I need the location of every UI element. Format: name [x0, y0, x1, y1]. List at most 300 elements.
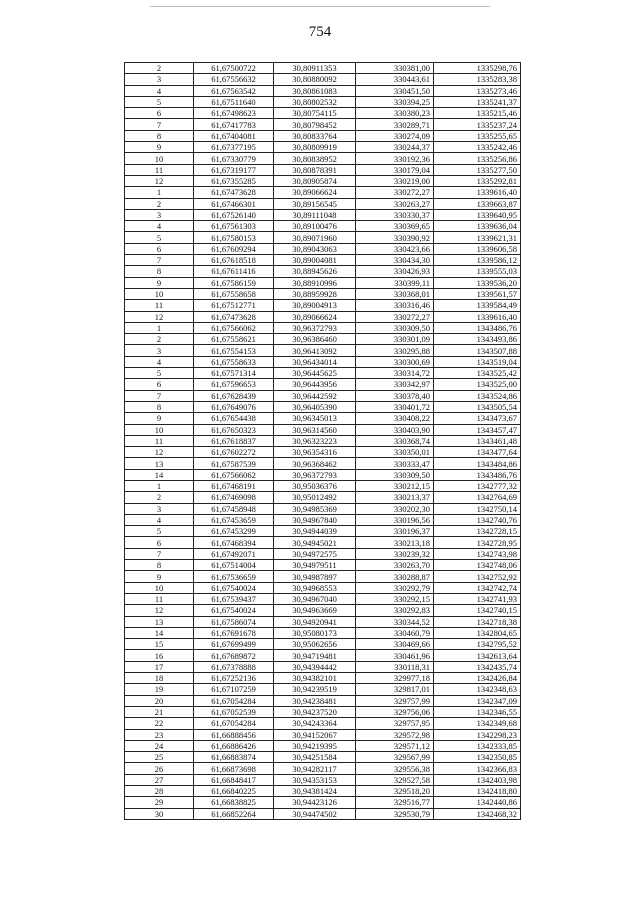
y-coordinate-cell: 1342728,15	[434, 526, 521, 537]
x-coordinate-cell: 330272,27	[356, 187, 434, 198]
latitude-cell: 61,67571314	[194, 368, 274, 379]
latitude-cell: 61,67558633	[194, 356, 274, 367]
y-coordinate-cell: 1342752,92	[434, 571, 521, 582]
x-coordinate-cell: 329567,99	[356, 752, 434, 763]
longitude-cell: 30,94243364	[274, 718, 356, 729]
latitude-cell: 61,67330779	[194, 153, 274, 164]
longitude-cell: 30,96434014	[274, 356, 356, 367]
table-row	[125, 492, 521, 503]
point-number-cell: 7	[125, 390, 194, 401]
x-coordinate-cell: 330350,01	[356, 447, 434, 458]
latitude-cell: 61,67252136	[194, 673, 274, 684]
point-number-cell: 6	[125, 243, 194, 254]
table-row	[125, 571, 521, 582]
point-number-cell: 20	[125, 695, 194, 706]
longitude-cell: 30,96323223	[274, 435, 356, 446]
longitude-cell: 30,89100476	[274, 221, 356, 232]
y-coordinate-cell: 1342742,74	[434, 582, 521, 593]
y-coordinate-cell: 1335292,81	[434, 175, 521, 186]
point-number-cell: 5	[125, 526, 194, 537]
x-coordinate-cell: 330295,88	[356, 345, 434, 356]
y-coordinate-cell: 1342740,76	[434, 514, 521, 525]
point-number-cell: 25	[125, 752, 194, 763]
x-coordinate-cell: 330469,66	[356, 639, 434, 650]
y-coordinate-cell: 1343505,54	[434, 401, 521, 412]
x-coordinate-cell: 330368,01	[356, 288, 434, 299]
latitude-cell: 61,67602272	[194, 447, 274, 458]
y-coordinate-cell: 1342777,32	[434, 480, 521, 491]
table-row	[125, 164, 521, 175]
x-coordinate-cell: 330179,04	[356, 164, 434, 175]
latitude-cell: 61,67586159	[194, 277, 274, 288]
y-coordinate-cell: 1342741,93	[434, 593, 521, 604]
y-coordinate-cell: 1342440,86	[434, 797, 521, 808]
latitude-cell: 61,67618518	[194, 255, 274, 266]
point-number-cell: 16	[125, 650, 194, 661]
x-coordinate-cell: 330344,52	[356, 616, 434, 627]
x-coordinate-cell: 330330,37	[356, 209, 434, 220]
table-row	[125, 514, 521, 525]
y-coordinate-cell: 1339561,57	[434, 288, 521, 299]
x-coordinate-cell: 330263,70	[356, 560, 434, 571]
point-number-cell: 14	[125, 469, 194, 480]
x-coordinate-cell: 330380,23	[356, 108, 434, 119]
latitude-cell: 61,67691678	[194, 627, 274, 638]
longitude-cell: 30,96386460	[274, 334, 356, 345]
latitude-cell: 61,67453659	[194, 514, 274, 525]
longitude-cell: 30,94353153	[274, 774, 356, 785]
coordinates-table	[124, 62, 521, 820]
point-number-cell: 5	[125, 368, 194, 379]
y-coordinate-cell: 1342613,64	[434, 650, 521, 661]
table-row	[125, 221, 521, 232]
x-coordinate-cell: 330309,50	[356, 469, 434, 480]
y-coordinate-cell: 1343525,00	[434, 379, 521, 390]
latitude-cell: 61,67587539	[194, 458, 274, 469]
x-coordinate-cell: 330333,47	[356, 458, 434, 469]
point-number-cell: 3	[125, 209, 194, 220]
y-coordinate-cell: 1342426,84	[434, 673, 521, 684]
y-coordinate-cell: 1342748,06	[434, 560, 521, 571]
y-coordinate-cell: 1343473,67	[434, 413, 521, 424]
longitude-cell: 30,95012492	[274, 492, 356, 503]
x-coordinate-cell: 330399,11	[356, 277, 434, 288]
table-row	[125, 447, 521, 458]
longitude-cell: 30,96354316	[274, 447, 356, 458]
y-coordinate-cell: 1339536,20	[434, 277, 521, 288]
latitude-cell: 61,67618837	[194, 435, 274, 446]
x-coordinate-cell: 329756,06	[356, 706, 434, 717]
y-coordinate-cell: 1339616,40	[434, 311, 521, 322]
table-row	[125, 469, 521, 480]
longitude-cell: 30,94394442	[274, 661, 356, 672]
y-coordinate-cell: 1343486,76	[434, 469, 521, 480]
point-number-cell: 17	[125, 661, 194, 672]
y-coordinate-cell: 1342348,63	[434, 684, 521, 695]
longitude-cell: 30,96368462	[274, 458, 356, 469]
coordinates-table-body	[125, 63, 521, 820]
table-row	[125, 593, 521, 604]
table-row	[125, 311, 521, 322]
longitude-cell: 30,96413092	[274, 345, 356, 356]
latitude-cell: 61,67473628	[194, 187, 274, 198]
table-row	[125, 334, 521, 345]
longitude-cell: 30,95062656	[274, 639, 356, 650]
y-coordinate-cell: 1339621,31	[434, 232, 521, 243]
y-coordinate-cell: 1342740,15	[434, 605, 521, 616]
table-row	[125, 503, 521, 514]
latitude-cell: 61,66888456	[194, 729, 274, 740]
table-row	[125, 288, 521, 299]
x-coordinate-cell: 330213,18	[356, 537, 434, 548]
latitude-cell: 61,66886426	[194, 740, 274, 751]
y-coordinate-cell: 1335298,76	[434, 63, 521, 74]
latitude-cell: 61,67377195	[194, 142, 274, 153]
latitude-cell: 61,67404081	[194, 130, 274, 141]
point-number-cell: 15	[125, 639, 194, 650]
x-coordinate-cell: 330394,25	[356, 96, 434, 107]
x-coordinate-cell: 329572,98	[356, 729, 434, 740]
table-row	[125, 673, 521, 684]
longitude-cell: 30,80880092	[274, 74, 356, 85]
x-coordinate-cell: 330202,30	[356, 503, 434, 514]
table-row	[125, 639, 521, 650]
point-number-cell: 7	[125, 255, 194, 266]
table-row	[125, 390, 521, 401]
x-coordinate-cell: 330434,30	[356, 255, 434, 266]
y-coordinate-cell: 1342468,32	[434, 808, 521, 819]
table-row	[125, 661, 521, 672]
point-number-cell: 8	[125, 560, 194, 571]
longitude-cell: 30,88910996	[274, 277, 356, 288]
x-coordinate-cell: 330461,96	[356, 650, 434, 661]
table-row	[125, 413, 521, 424]
longitude-cell: 30,80798452	[274, 119, 356, 130]
x-coordinate-cell: 330292,79	[356, 582, 434, 593]
longitude-cell: 30,89004913	[274, 300, 356, 311]
top-rule	[150, 6, 490, 7]
latitude-cell: 61,67654438	[194, 413, 274, 424]
latitude-cell: 61,67526140	[194, 209, 274, 220]
latitude-cell: 61,67540024	[194, 605, 274, 616]
y-coordinate-cell: 1339555,03	[434, 266, 521, 277]
point-number-cell: 26	[125, 763, 194, 774]
longitude-cell: 30,89071960	[274, 232, 356, 243]
longitude-cell: 30,80754115	[274, 108, 356, 119]
longitude-cell: 30,89066624	[274, 187, 356, 198]
point-number-cell: 12	[125, 175, 194, 186]
longitude-cell: 30,89156545	[274, 198, 356, 209]
latitude-cell: 61,67492071	[194, 548, 274, 559]
table-row	[125, 379, 521, 390]
latitude-cell: 61,67536659	[194, 571, 274, 582]
table-row	[125, 232, 521, 243]
y-coordinate-cell: 1335256,86	[434, 153, 521, 164]
table-row	[125, 706, 521, 717]
x-coordinate-cell: 329817,01	[356, 684, 434, 695]
point-number-cell: 2	[125, 63, 194, 74]
x-coordinate-cell: 329757,99	[356, 695, 434, 706]
point-number-cell: 30	[125, 808, 194, 819]
y-coordinate-cell: 1342728,95	[434, 537, 521, 548]
point-number-cell: 5	[125, 96, 194, 107]
point-number-cell: 6	[125, 537, 194, 548]
latitude-cell: 61,67554153	[194, 345, 274, 356]
x-coordinate-cell: 330272,27	[356, 311, 434, 322]
x-coordinate-cell: 330196,56	[356, 514, 434, 525]
longitude-cell: 30,96443956	[274, 379, 356, 390]
table-row	[125, 650, 521, 661]
point-number-cell: 2	[125, 198, 194, 209]
latitude-cell: 61,67561303	[194, 221, 274, 232]
latitude-cell: 61,67596653	[194, 379, 274, 390]
point-number-cell: 2	[125, 492, 194, 503]
point-number-cell: 11	[125, 435, 194, 446]
longitude-cell: 30,94238481	[274, 695, 356, 706]
y-coordinate-cell: 1335237,24	[434, 119, 521, 130]
y-coordinate-cell: 1343486,76	[434, 322, 521, 333]
longitude-cell: 30,96445625	[274, 368, 356, 379]
latitude-cell: 61,67378888	[194, 661, 274, 672]
table-row	[125, 560, 521, 571]
latitude-cell: 61,67649076	[194, 401, 274, 412]
y-coordinate-cell: 1343484,86	[434, 458, 521, 469]
point-number-cell: 10	[125, 288, 194, 299]
latitude-cell: 61,67558658	[194, 288, 274, 299]
longitude-cell: 30,80802532	[274, 96, 356, 107]
x-coordinate-cell: 329518,20	[356, 786, 434, 797]
x-coordinate-cell: 330401,72	[356, 401, 434, 412]
x-coordinate-cell: 330426,93	[356, 266, 434, 277]
x-coordinate-cell: 329977,18	[356, 673, 434, 684]
point-number-cell: 3	[125, 74, 194, 85]
latitude-cell: 61,67586074	[194, 616, 274, 627]
latitude-cell: 61,67500722	[194, 63, 274, 74]
longitude-cell: 30,94219395	[274, 740, 356, 751]
table-row	[125, 108, 521, 119]
y-coordinate-cell: 1343519,04	[434, 356, 521, 367]
y-coordinate-cell: 1342764,69	[434, 492, 521, 503]
latitude-cell: 61,67689872	[194, 650, 274, 661]
latitude-cell: 61,67107259	[194, 684, 274, 695]
point-number-cell: 28	[125, 786, 194, 797]
table-row	[125, 537, 521, 548]
table-row	[125, 187, 521, 198]
latitude-cell: 61,67580153	[194, 232, 274, 243]
longitude-cell: 30,94979511	[274, 560, 356, 571]
latitude-cell: 61,67054284	[194, 695, 274, 706]
y-coordinate-cell: 1342346,55	[434, 706, 521, 717]
y-coordinate-cell: 1343525,42	[434, 368, 521, 379]
table-row	[125, 175, 521, 186]
y-coordinate-cell: 1339640,95	[434, 209, 521, 220]
point-number-cell: 9	[125, 413, 194, 424]
y-coordinate-cell: 1343524,86	[434, 390, 521, 401]
y-coordinate-cell: 1343493,86	[434, 334, 521, 345]
point-number-cell: 12	[125, 311, 194, 322]
point-number-cell: 21	[125, 706, 194, 717]
point-number-cell: 3	[125, 503, 194, 514]
latitude-cell: 61,67566062	[194, 322, 274, 333]
latitude-cell: 61,66873698	[194, 763, 274, 774]
y-coordinate-cell: 1335277,50	[434, 164, 521, 175]
table-row	[125, 243, 521, 254]
x-coordinate-cell: 330244,37	[356, 142, 434, 153]
longitude-cell: 30,96314560	[274, 424, 356, 435]
y-coordinate-cell: 1342804,65	[434, 627, 521, 638]
table-row	[125, 322, 521, 333]
point-number-cell: 6	[125, 379, 194, 390]
x-coordinate-cell: 330196,37	[356, 526, 434, 537]
table-row	[125, 401, 521, 412]
x-coordinate-cell: 330460,79	[356, 627, 434, 638]
y-coordinate-cell: 1339586,12	[434, 255, 521, 266]
x-coordinate-cell: 330118,31	[356, 661, 434, 672]
longitude-cell: 30,80838952	[274, 153, 356, 164]
point-number-cell: 1	[125, 480, 194, 491]
point-number-cell: 18	[125, 673, 194, 684]
latitude-cell: 61,67556632	[194, 74, 274, 85]
point-number-cell: 9	[125, 571, 194, 582]
longitude-cell: 30,94251584	[274, 752, 356, 763]
latitude-cell: 61,67512771	[194, 300, 274, 311]
longitude-cell: 30,96345013	[274, 413, 356, 424]
table-row	[125, 458, 521, 469]
x-coordinate-cell: 330309,50	[356, 322, 434, 333]
latitude-cell: 61,67355285	[194, 175, 274, 186]
x-coordinate-cell: 330368,74	[356, 435, 434, 446]
table-row	[125, 774, 521, 785]
latitude-cell: 61,67514004	[194, 560, 274, 571]
y-coordinate-cell: 1342418,80	[434, 786, 521, 797]
x-coordinate-cell: 330316,46	[356, 300, 434, 311]
longitude-cell: 30,94968553	[274, 582, 356, 593]
point-number-cell: 24	[125, 740, 194, 751]
x-coordinate-cell: 330451,50	[356, 85, 434, 96]
point-number-cell: 10	[125, 153, 194, 164]
point-number-cell: 11	[125, 164, 194, 175]
y-coordinate-cell: 1335273,46	[434, 85, 521, 96]
longitude-cell: 30,96372793	[274, 469, 356, 480]
point-number-cell: 8	[125, 130, 194, 141]
latitude-cell: 61,67054284	[194, 718, 274, 729]
x-coordinate-cell: 330314,72	[356, 368, 434, 379]
longitude-cell: 30,89043063	[274, 243, 356, 254]
point-number-cell: 1	[125, 187, 194, 198]
table-row	[125, 526, 521, 537]
latitude-cell: 61,67566062	[194, 469, 274, 480]
longitude-cell: 30,89004081	[274, 255, 356, 266]
y-coordinate-cell: 1342795,52	[434, 639, 521, 650]
y-coordinate-cell: 1335283,38	[434, 74, 521, 85]
longitude-cell: 30,80878391	[274, 164, 356, 175]
table-row	[125, 786, 521, 797]
longitude-cell: 30,94963669	[274, 605, 356, 616]
point-number-cell: 4	[125, 221, 194, 232]
point-number-cell: 29	[125, 797, 194, 808]
table-row	[125, 718, 521, 729]
latitude-cell: 61,67540024	[194, 582, 274, 593]
point-number-cell: 22	[125, 718, 194, 729]
x-coordinate-cell: 330288,87	[356, 571, 434, 582]
latitude-cell: 61,67052539	[194, 706, 274, 717]
longitude-cell: 30,94381424	[274, 786, 356, 797]
table-row	[125, 85, 521, 96]
x-coordinate-cell: 330292,15	[356, 593, 434, 604]
longitude-cell: 30,94237520	[274, 706, 356, 717]
latitude-cell: 61,67699499	[194, 639, 274, 650]
table-row	[125, 63, 521, 74]
point-number-cell: 9	[125, 142, 194, 153]
y-coordinate-cell: 1342350,85	[434, 752, 521, 763]
x-coordinate-cell: 330289,71	[356, 119, 434, 130]
table-row	[125, 277, 521, 288]
point-number-cell: 7	[125, 548, 194, 559]
y-coordinate-cell: 1335215,46	[434, 108, 521, 119]
longitude-cell: 30,89066624	[274, 311, 356, 322]
y-coordinate-cell: 1339616,40	[434, 187, 521, 198]
table-row	[125, 684, 521, 695]
latitude-cell: 61,67458948	[194, 503, 274, 514]
longitude-cell: 30,80809919	[274, 142, 356, 153]
longitude-cell: 30,88945626	[274, 266, 356, 277]
table-row	[125, 368, 521, 379]
latitude-cell: 61,66838825	[194, 797, 274, 808]
longitude-cell: 30,94423126	[274, 797, 356, 808]
table-row	[125, 752, 521, 763]
x-coordinate-cell: 330381,00	[356, 63, 434, 74]
y-coordinate-cell: 1342349,68	[434, 718, 521, 729]
x-coordinate-cell: 330274,09	[356, 130, 434, 141]
page-number: 754	[308, 24, 332, 40]
longitude-cell: 30,96442592	[274, 390, 356, 401]
point-number-cell: 3	[125, 345, 194, 356]
latitude-cell: 61,66883874	[194, 752, 274, 763]
x-coordinate-cell: 330390,92	[356, 232, 434, 243]
latitude-cell: 61,67319177	[194, 164, 274, 175]
table-row	[125, 130, 521, 141]
point-number-cell: 10	[125, 582, 194, 593]
y-coordinate-cell: 1342750,14	[434, 503, 521, 514]
longitude-cell: 30,80911353	[274, 63, 356, 74]
longitude-cell: 30,94972575	[274, 548, 356, 559]
x-coordinate-cell: 330443,61	[356, 74, 434, 85]
table-row	[125, 797, 521, 808]
longitude-cell: 30,94282117	[274, 763, 356, 774]
longitude-cell: 30,95036376	[274, 480, 356, 491]
latitude-cell: 61,67558621	[194, 334, 274, 345]
table-row	[125, 300, 521, 311]
point-number-cell: 9	[125, 277, 194, 288]
point-number-cell: 12	[125, 605, 194, 616]
table-row	[125, 209, 521, 220]
latitude-cell: 61,67417783	[194, 119, 274, 130]
x-coordinate-cell: 330263,27	[356, 198, 434, 209]
y-coordinate-cell: 1335241,37	[434, 96, 521, 107]
y-coordinate-cell: 1343477,64	[434, 447, 521, 458]
y-coordinate-cell: 1339636,04	[434, 221, 521, 232]
latitude-cell: 61,67650323	[194, 424, 274, 435]
latitude-cell: 61,67563542	[194, 85, 274, 96]
table-row	[125, 695, 521, 706]
y-coordinate-cell: 1342718,38	[434, 616, 521, 627]
point-number-cell: 7	[125, 119, 194, 130]
x-coordinate-cell: 330213,37	[356, 492, 434, 503]
longitude-cell: 30,94382101	[274, 673, 356, 684]
y-coordinate-cell: 1339606,58	[434, 243, 521, 254]
longitude-cell: 30,94239519	[274, 684, 356, 695]
y-coordinate-cell: 1335255,65	[434, 130, 521, 141]
